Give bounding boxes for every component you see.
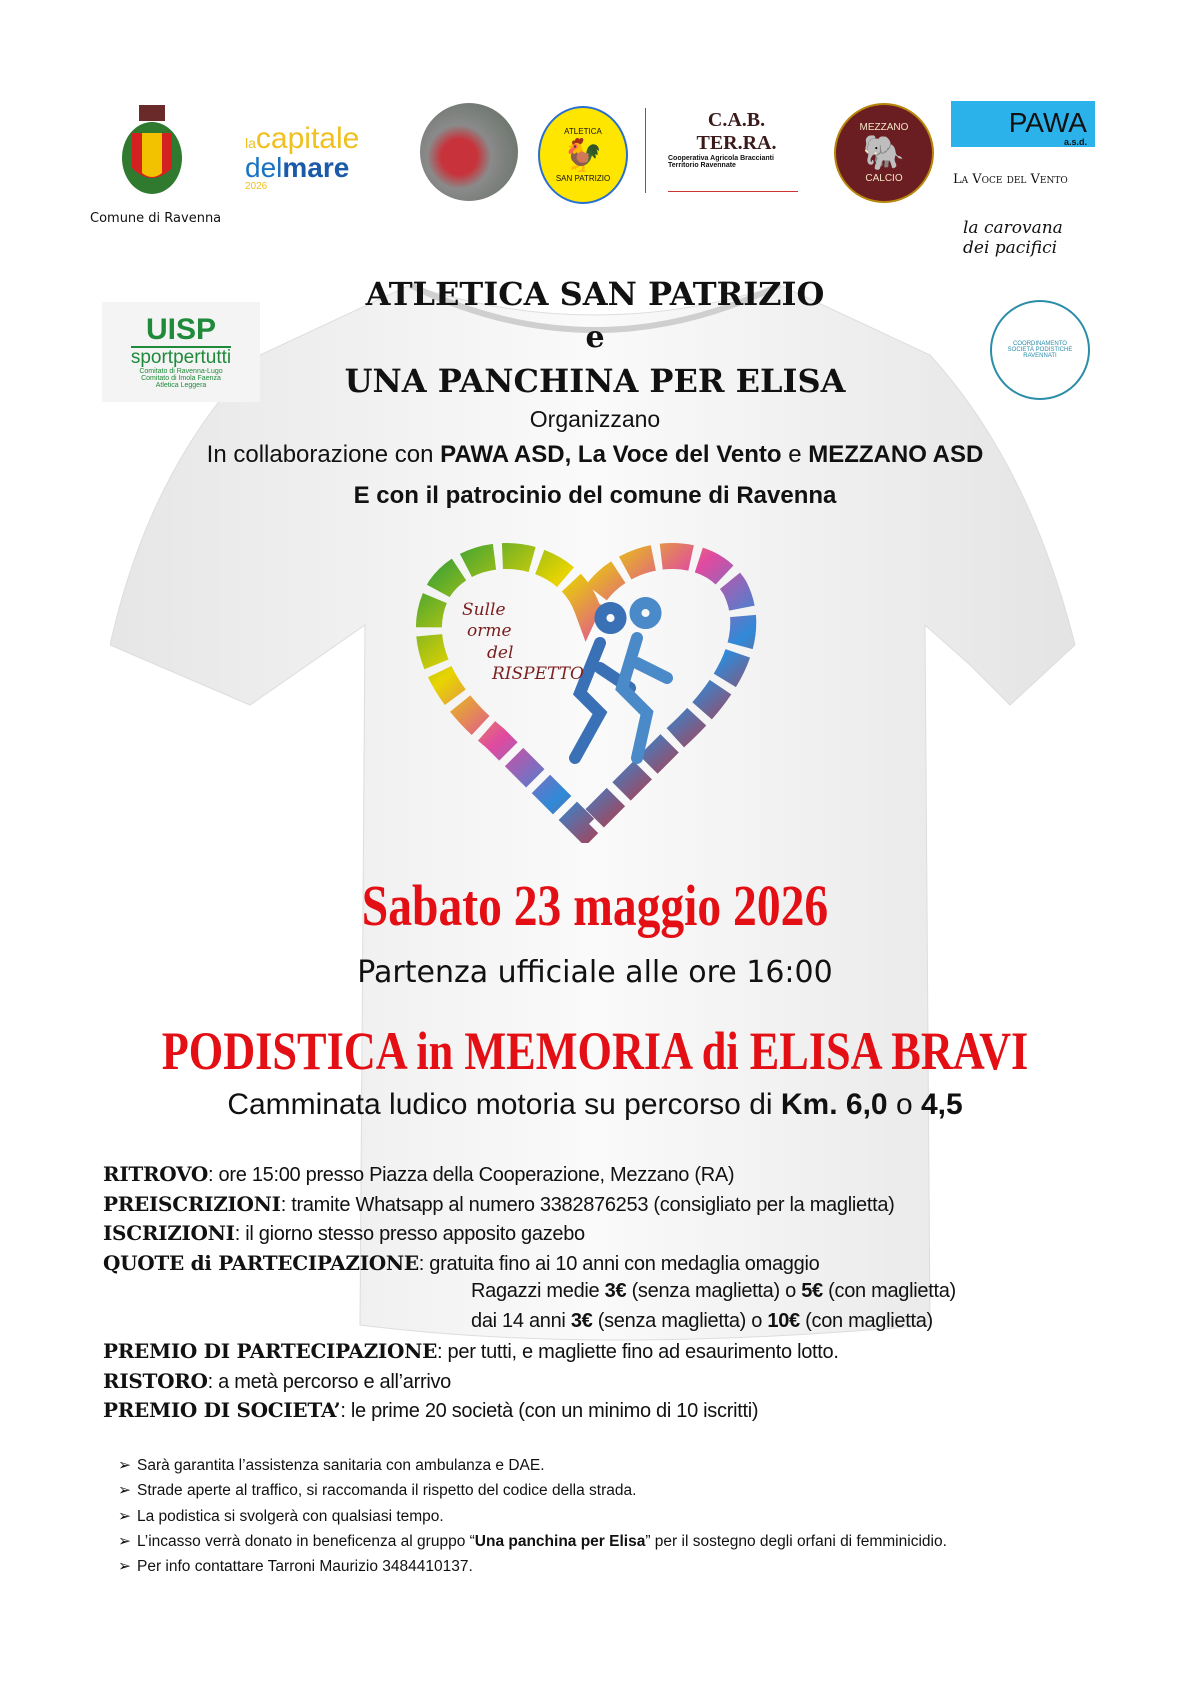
arrow-bullet-icon: ➢ xyxy=(118,1533,131,1550)
coordinamento-podistiche-logo: COORDINAMENTO SOCIETÀ PODISTICHE RAVENNATI xyxy=(990,300,1090,400)
patronage-line: E con il patrocinio del comune di Ravenna xyxy=(353,482,837,509)
atletica-san-patrizio-logo: ATLETICA 🐓 SAN PATRIZIO xyxy=(538,106,628,204)
organize-label: Organizzano xyxy=(529,406,661,432)
note-item: ➢ Sarà garantita l’assistenza sanitaria con ambulanza e DAE. xyxy=(118,1457,545,1474)
capitale-del-mare-logo: lacapitale delmare 2026 xyxy=(245,122,360,192)
cab-terra-logo: C.A.B. TER.RA. Cooperativa Agricola Braccianti Territorio Ravennate xyxy=(645,108,805,193)
carovana-pacifici-logo: la carovana dei pacifici xyxy=(963,218,1063,259)
comune-ravenna-logo xyxy=(112,103,192,203)
voce-del-vento-logo: La Voce del Vento xyxy=(953,172,1068,187)
mezzano-calcio-logo: MEZZANO 🐘 CALCIO xyxy=(834,103,934,203)
heart-slogan: Sulle orme del RISPETTO xyxy=(462,600,584,684)
walk-description: Camminata ludico motoria su percorso di Km. 6,0 o 4,5 xyxy=(227,1088,963,1121)
event-title: PODISTICA in MEMORIA di ELISA BRAVI xyxy=(161,1021,1029,1081)
detail-preiscrizioni: PREISCRIZIONI: tramite Whatsapp al numero 3382876253 (consigliato per la maglietta) xyxy=(103,1192,895,1216)
detail-premio-partecipazione: PREMIO DI PARTECIPAZIONE: per tutti, e magliette fino ad esaurimento lotto. xyxy=(103,1339,839,1363)
detail-ritrovo: RITROVO: ore 15:00 presso Piazza della Cooperazione, Mezzano (RA) xyxy=(103,1162,735,1186)
note-item: ➢ Strade aperte al traffico, si raccomanda il rispetto del codice della strada. xyxy=(118,1482,637,1499)
organizer-2: UNA PANCHINA PER ELISA xyxy=(344,362,846,400)
detail-iscrizioni: ISCRIZIONI: il giorno stesso presso apposito gazebo xyxy=(103,1221,585,1245)
detail-premio-societa: PREMIO DI SOCIETA’: le prime 20 società (con un minimo di 10 iscritti) xyxy=(103,1398,759,1422)
arrow-bullet-icon: ➢ xyxy=(118,1457,131,1474)
fee-ragazzi: Ragazzi medie 3€ (senza maglietta) o 5€ (con maglietta) xyxy=(471,1280,956,1302)
arrow-bullet-icon: ➢ xyxy=(118,1558,131,1575)
pawa-logo: PAWA a.s.d. xyxy=(951,101,1095,147)
start-time: Partenza ufficiale alle ore 16:00 xyxy=(357,955,833,990)
comune-ravenna-label: Comune di Ravenna xyxy=(90,211,222,226)
note-item: ➢ Per info contattare Tarroni Maurizio 3484410137. xyxy=(118,1558,473,1575)
arrow-bullet-icon: ➢ xyxy=(118,1508,131,1525)
uisp-logo: UISP sportpertutti Comitato di Ravenna-Lugo Comitato di Imola Faenza Atletica Leggera xyxy=(102,302,260,402)
bench-photo-logo xyxy=(420,103,518,201)
note-item: ➢ La podistica si svolgerà con qualsiasi tempo. xyxy=(118,1508,444,1525)
collaboration-line: In collaborazione con PAWA ASD, La Voce del Vento e MEZZANO ASD xyxy=(206,441,984,468)
detail-quote: QUOTE di PARTECIPAZIONE: gratuita fino ai 10 anni con medaglia omaggio xyxy=(103,1251,820,1275)
note-item: ➢ L’incasso verrà donato in beneficenza al gruppo “Una panchina per Elisa” per il sostegno degli orfani di femminicidio. xyxy=(118,1533,947,1550)
organizer-and: e xyxy=(585,320,605,355)
detail-ristoro: RISTORO: a metà percorso e all’arrivo xyxy=(103,1369,451,1393)
fee-adults: dai 14 anni 3€ (senza maglietta) o 10€ (con maglietta) xyxy=(471,1310,933,1332)
arrow-bullet-icon: ➢ xyxy=(118,1482,131,1499)
footprints-heart-icon xyxy=(415,528,760,843)
organizer-1: ATLETICA SAN PATRIZIO xyxy=(365,275,825,313)
event-date: Sabato 23 maggio 2026 xyxy=(361,873,829,938)
